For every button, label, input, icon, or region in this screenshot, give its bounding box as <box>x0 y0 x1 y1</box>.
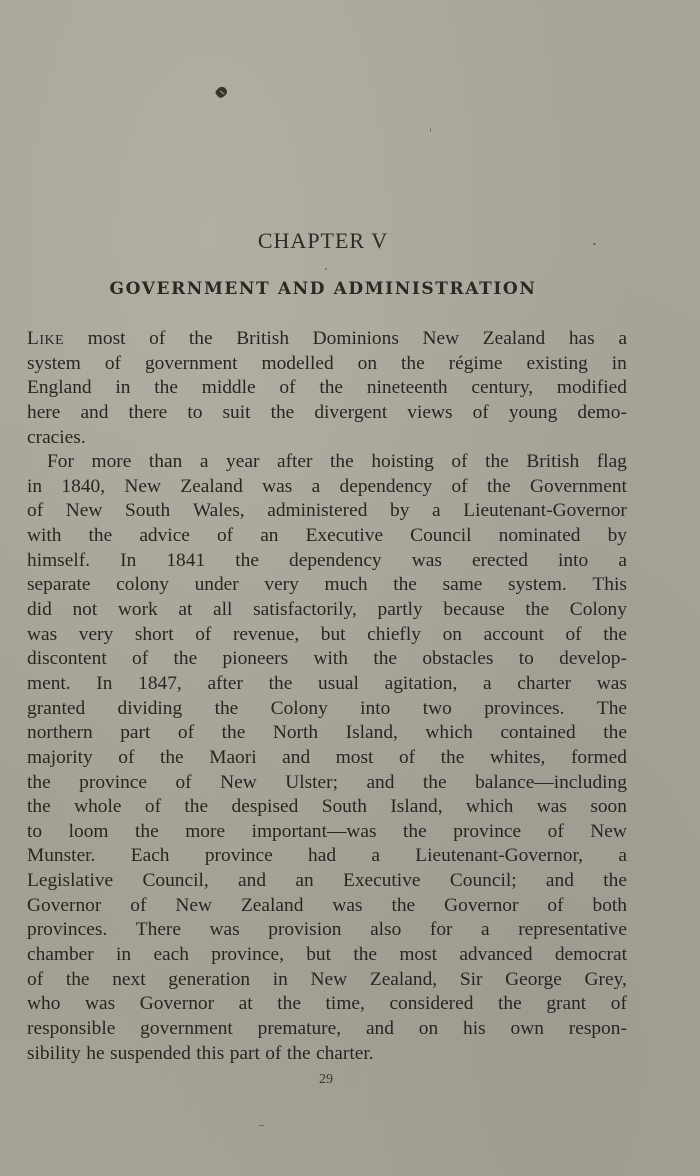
chapter-number: CHAPTER V <box>257 228 389 253</box>
text-line: chamber in each province, but the most advanced democrat <box>27 944 627 966</box>
text-line: Like most of the British Dominions New Zealand has a <box>27 327 627 352</box>
text-line: ment. In 1847, after the usual agitation, a charter was <box>27 672 627 694</box>
paper-speck <box>593 243 596 245</box>
lead-word: Like <box>27 328 65 349</box>
text-line: was very short of revenue, but chiefly on account of the <box>27 623 627 645</box>
paragraph-1 <box>27 327 627 450</box>
paragraph-2 <box>27 450 627 1066</box>
text-line: to loom the more important—was the province of New <box>27 820 627 842</box>
text-line: discontent of the pioneers with the obstacles to develop- <box>27 648 627 670</box>
text-line: cracies. <box>27 426 86 448</box>
text-line: majority of the Maori and most of the whites, formed <box>27 746 627 768</box>
paper-speck <box>259 1125 264 1126</box>
text-line: himself. In 1841 the dependency was erected into a <box>27 549 627 571</box>
text-line: the province of New Ulster; and the balance—including <box>27 771 627 793</box>
text-line: responsible government premature, and on his own respon- <box>27 1017 627 1039</box>
text-line: of New South Wales, administered by a Lieutenant-Governor <box>27 500 627 522</box>
text-line: separate colony under very much the same system. This <box>27 574 627 596</box>
text-line: with the advice of an Executive Council nominated by <box>27 525 627 547</box>
text-line: Governor of New Zealand was the Governor of both <box>27 894 627 916</box>
text-line: sibility he suspended this part of the charter. <box>27 1042 374 1064</box>
text-line: northern part of the North Island, which contained the <box>27 722 627 744</box>
text-line: who was Governor at the time, considered the grant of <box>27 993 627 1015</box>
text-line: system of government modelled on the régime existing in <box>27 352 627 374</box>
text-line: here and there to suit the divergent views of young demo- <box>27 401 627 423</box>
page-number: 29 <box>319 1072 333 1087</box>
text-line: England in the middle of the nineteenth century, modified <box>27 377 627 399</box>
text-line: For more than a year after the hoisting of the British flag <box>47 451 627 473</box>
paper-speck <box>430 128 431 132</box>
fleuron-ornament-icon <box>214 86 230 100</box>
paper-speck <box>325 268 327 270</box>
text-line: in 1840, New Zealand was a dependency of the Government <box>27 475 627 497</box>
text-line: granted dividing the Colony into two provinces. The <box>27 697 627 719</box>
chapter-title: GOVERNMENT AND ADMINISTRATION <box>109 279 537 299</box>
text-line: of the next generation in New Zealand, Sir George Grey, <box>27 968 627 990</box>
text-line: the whole of the despised South Island, which was soon <box>27 796 627 818</box>
text-line: Munster. Each province had a Lieutenant-Governor, a <box>27 845 627 867</box>
text-line: did not work at all satisfactorily, partly because the Colony <box>27 599 627 621</box>
body-text <box>27 327 627 1066</box>
text-line: provinces. There was provision also for a representative <box>27 919 627 941</box>
text-line: Legislative Council, and an Executive Council; and the <box>27 870 627 892</box>
